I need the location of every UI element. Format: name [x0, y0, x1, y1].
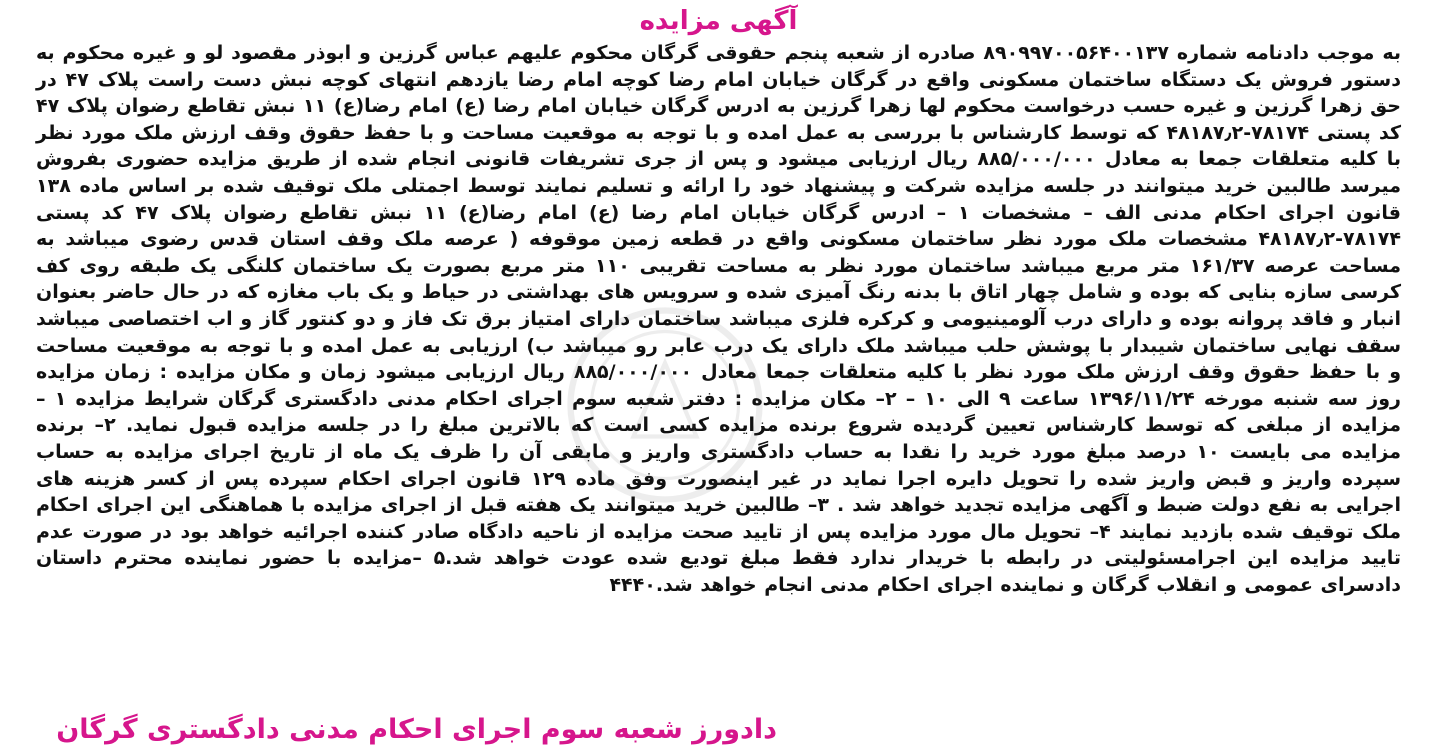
notice-signature: دادورز شعبه سوم اجرای احکام مدنی دادگستری گرگان — [56, 714, 777, 745]
notice-body: به موجب دادنامه شماره ۸۹۰۹۹۷۰۰۵۶۴۰۰۱۳۷ صادره از شعبه پنجم حقوقی گرگان محکوم علیهم عباس گرزین و ابوذر مقصود لو و غیره محکوم به دستور فروش یک دستگاه ساختمان مسکونی واقع در گرگان خیابان امام رضا کوچه امام رضا یازدهم انتهای کوچه نبش دست راست پلاک ۴۷ در حق زهرا گرزین و غیره حسب درخواست محکوم لها زهرا گرزین به ادرس گرگان خیابان امام رضا (ع) امام رضا(ع) ۱۱ نبش تقاطع رضوان پلاک ۴۷ کد پستی ۷۸۱۷۴-۴۸۱۸۷٫۲ که توسط کارشناس با بررسی به عمل امده و با توجه به موقعیت مساحت و با حفظ حقوق وقف ارزش ملک مورد نظر با کلیه متعلقات جمعا به معادل ۸۸۵/۰۰۰/۰۰۰ ریال ارزیابی میشود و پس از جری تشریفات قانونی انجام شده از طریق مزایده حضوری بفروش میرسد طالبین خرید میتوانند در جلسه مزایده شرکت و پیشنهاد خود را ارائه و تسلیم نمایند توسط اجمتلی ملک توقیف شده بر اساس ماده ۱۳۸ قانون اجرای احکام مدنی الف – مشخصات ۱ – ادرس گرگان خیابان امام رضا (ع) امام رضا(ع) ۱۱ نبش تقاطع رضوان پلاک ۴۷ کد پستی ۷۸۱۷۴-۴۸۱۸۷٫۲ مشخصات ملک مورد نظر ساختمان مسکونی واقع در قطعه زمین موقوفه ( عرصه ملک وقف استان قدس رضوی میباشد به مساحت عرصه ۱۶۱/۳۷ متر مربع میباشد ساختمان مورد نظر به مساحت تقریبی ۱۱۰ متر مربع بصورت یک ساختمان کلنگی یک طبقه روی کف کرسی سازه بنایی که بوده و شامل چهار اتاق با بدنه رنگ آمیزی شده و سرویس های بهداشتی در حیاط و یک باب مغازه که در حال حاضر بعنوان انبار و فاقد پروانه بوده و دارای درب آلومینیومی و کرکره فلزی میباشد ساختمان دارای امتیاز برق تک فاز و دو کنتور گاز و اب اختصاصی میباشد سقف نهایی ساختمان شیبدار با پوشش حلب میباشد ملک دارای یک درب عابر رو میباشد ب) ارزیابی به عمل امده و با توجه به موقعیت مساحت و با حفظ حقوق وقف ارزش ملک مورد نظر با کلیه متعلقات جمعا معادل ۸۸۵/۰۰۰/۰۰۰ ریال ارزیابی میشود زمان و مکان مزایده : زمان مزایده روز سه شنبه مورخه ۱۳۹۶/۱۱/۲۴ ساعت ۹ الی ۱۰ – ۲– مکان مزایده : دفتر شعبه سوم اجرای احکام مدنی دادگستری گرگان شرایط مزایده ۱ – مزایده از مبلغی که توسط کارشناس تعیین گردیده شروع برنده مزایده کسی است که بالاترین مبلغ را در جلسه مزایده قبول نماید. ۲– برنده مزایده می بایست ۱۰ درصد مبلغ مورد خرید را نقدا به حساب دادگستری واریز و مابقی آن را ظرف یک ماه از تاریخ اجرای مزایده به حساب سپرده واریز و قبض واریز شده را تحویل دایره اجرا نماید در غیر اینصورت وفق ماده ۱۲۹ قانون اجرای احکام سپرده پس از کسر هزینه های اجرایی به نفع دولت ضبط و آگهی مزایده تجدید خواهد شد . ۳– طالبین خرید میتوانند یک هفته قبل از اجرای مزایده با هماهنگی این اجرای احکام ملک توقیف شده بازدید نمایند ۴– تحویل مال مورد مزایده پس از تایید صحت مزایده از ناحیه دادگاه صادر کننده اجرائیه خواهد بود در صورت عدم تایید مزایده این اجرامسئولیتی در رابطه با خریدار ندارد فقط مبلغ تودیع شده عودت خواهد شد.۵ –مزایده با حضور نماینده محترم داستان دادسرای عمومی و انقلاب گرگان و نماینده اجرای احکام مدنی انجام خواهد شد.۴۴۴۰ — [36, 42, 1402, 596]
notice-title: آگهی مزایده — [639, 6, 798, 36]
